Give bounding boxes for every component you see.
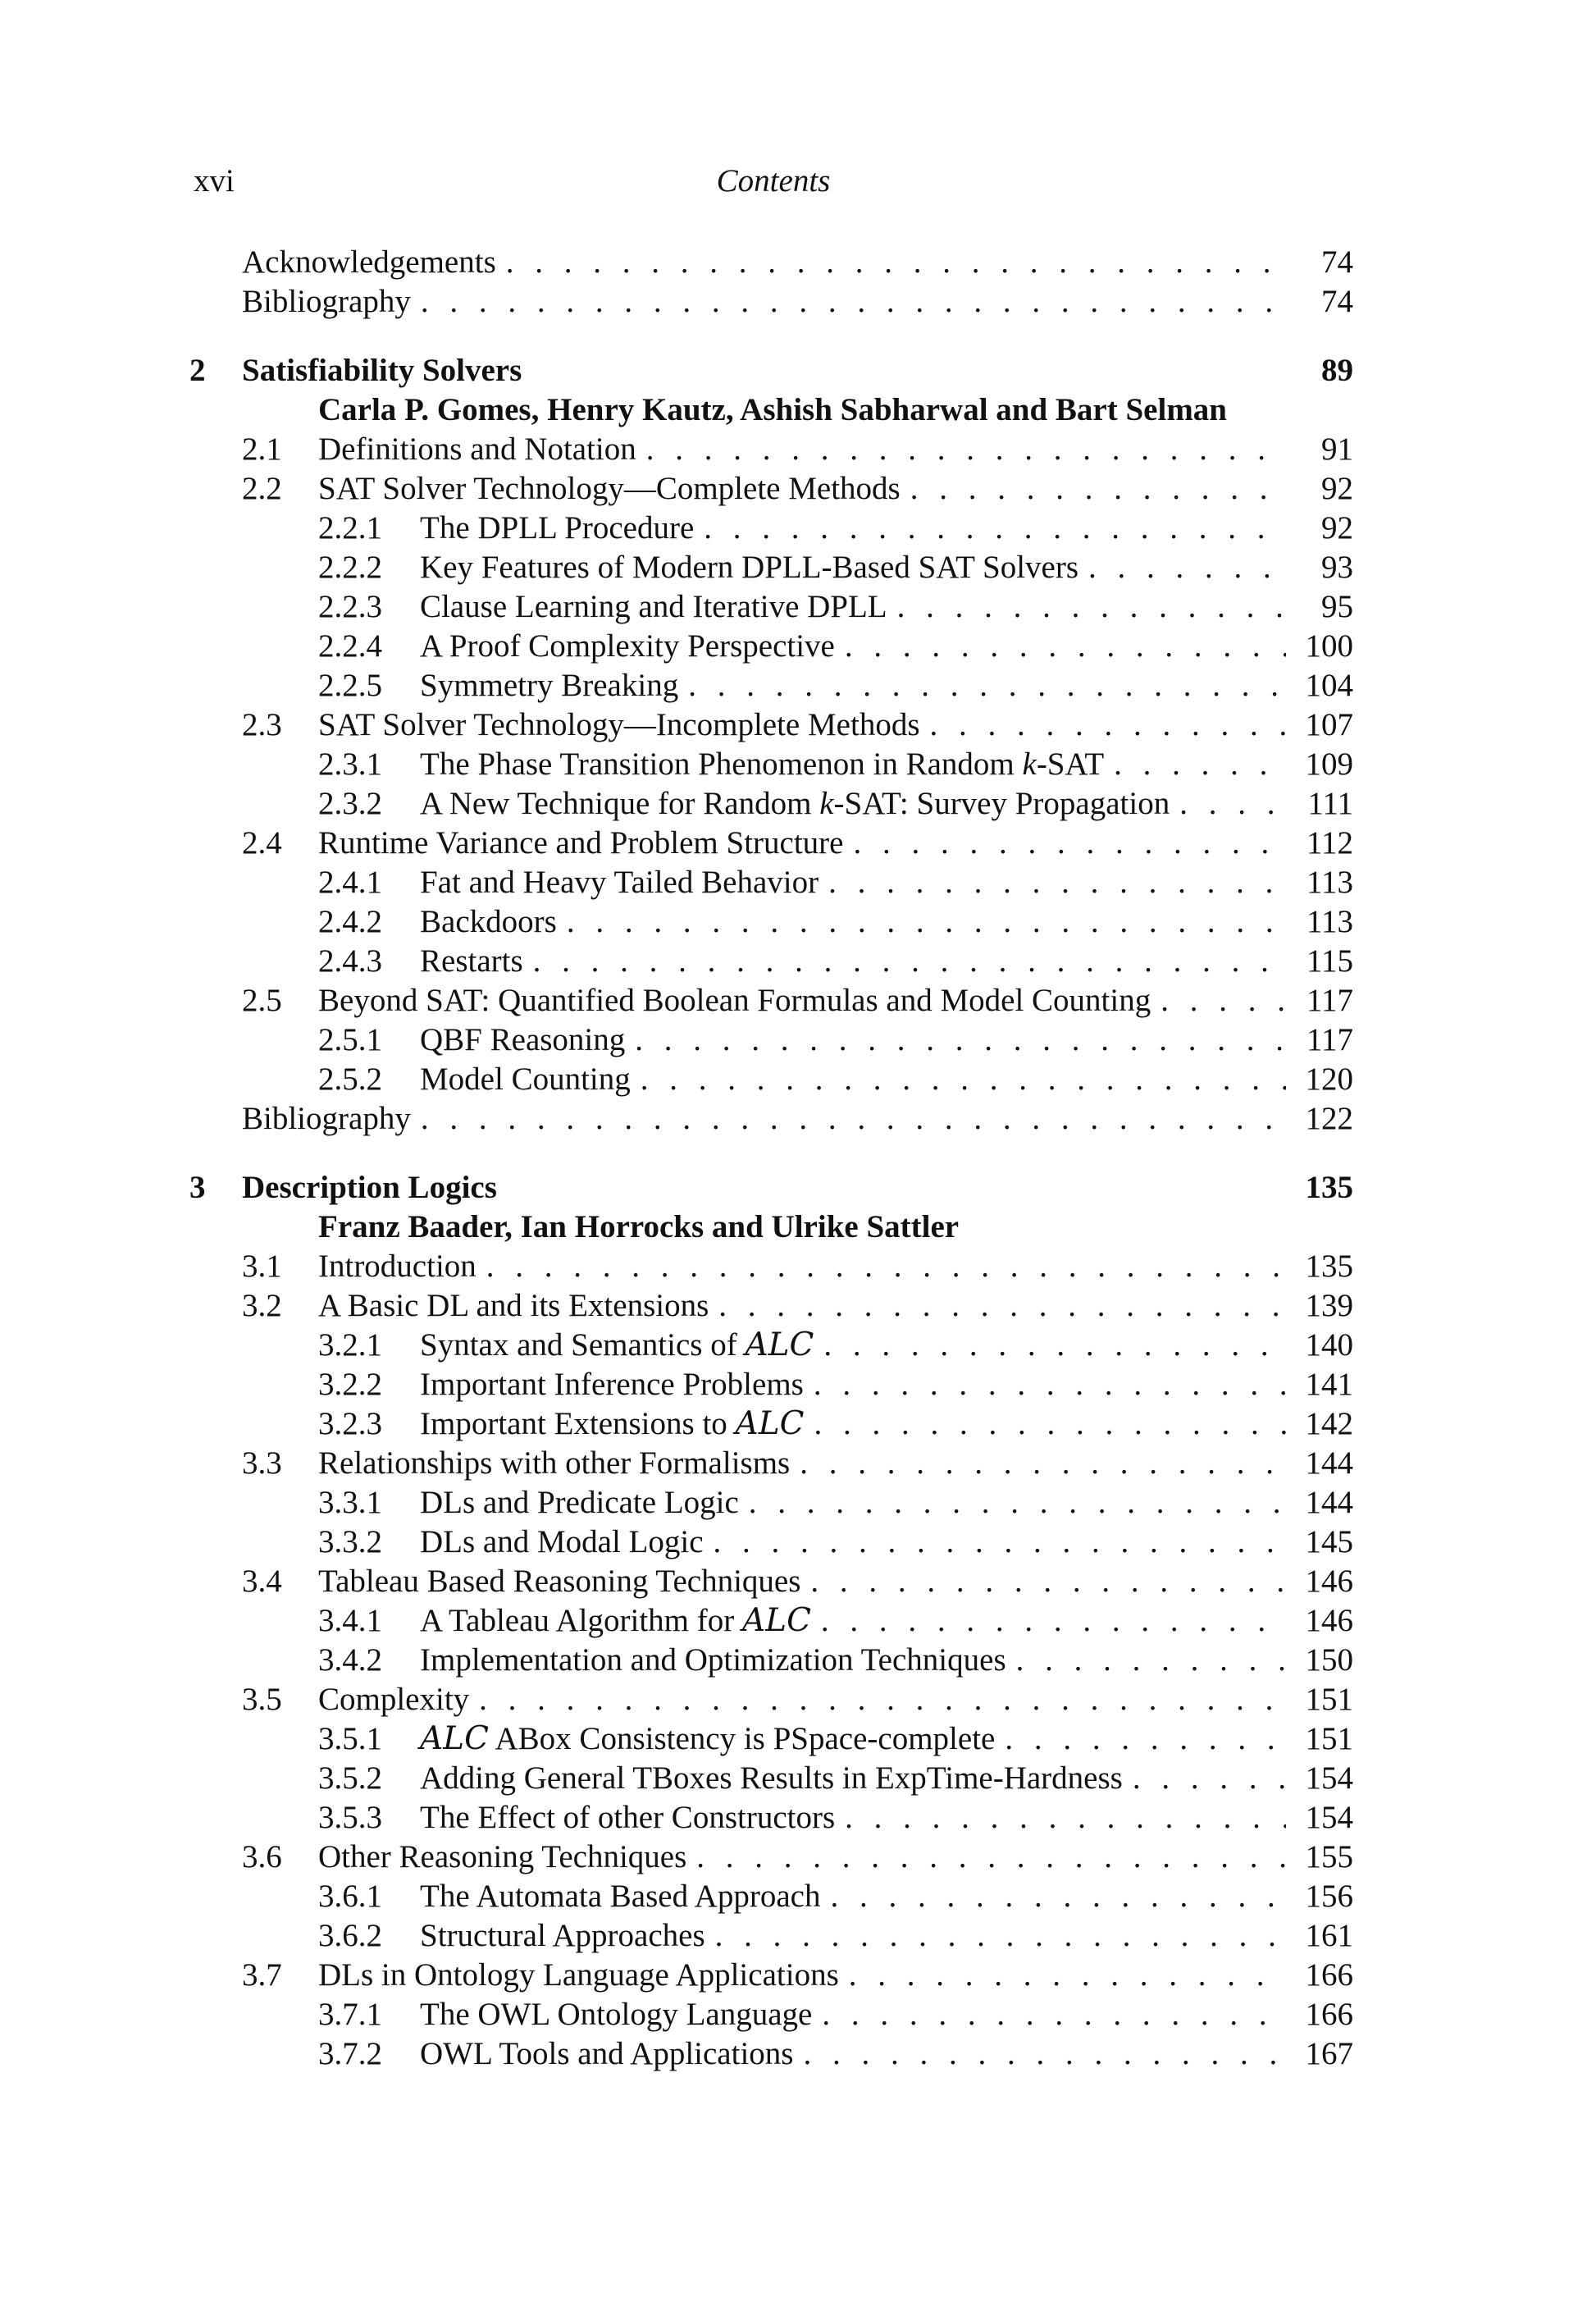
entry-title: DLs and Predicate Logic — [420, 1485, 739, 1520]
toc-entry[interactable] — [0, 1099, 1596, 1139]
entry-title: Key Features of Modern DPLL-Based SAT Solvers — [420, 550, 1079, 585]
entry-leader — [420, 863, 1286, 902]
entry-title: A Tableau Algorithm for ALC — [420, 1602, 811, 1639]
entry-title: DLs and Modal Logic — [420, 1524, 704, 1559]
toc-entry[interactable] — [0, 282, 1596, 322]
subsection-entry[interactable] — [0, 1641, 1596, 1680]
entry-number: 3.6.2 — [318, 1918, 382, 1953]
dot-leader — [557, 902, 1286, 942]
entry-number: 2.5 — [242, 983, 282, 1018]
entry-number: 2.2.3 — [318, 589, 382, 624]
page-ref: 117 — [1306, 1022, 1353, 1057]
section-entry[interactable] — [0, 469, 1596, 509]
dot-leader — [835, 1798, 1286, 1838]
subsection-entry[interactable] — [0, 1404, 1596, 1444]
entry-title: Beyond SAT: Quantified Boolean Formulas and Model Counting — [318, 983, 1151, 1018]
page-ref: 95 — [1321, 589, 1353, 624]
section-entry[interactable] — [0, 981, 1596, 1020]
page-ref: 151 — [1305, 1682, 1353, 1717]
dot-leader — [411, 282, 1286, 322]
entry-leader — [242, 1168, 1353, 1208]
entry-title: Important Inference Problems — [420, 1367, 804, 1402]
page-ref: 107 — [1305, 707, 1353, 742]
entry-leader — [420, 1641, 1286, 1680]
subsection-entry[interactable] — [0, 666, 1596, 705]
page-ref: 154 — [1305, 1760, 1353, 1796]
entry-leader — [420, 1877, 1286, 1916]
entry-title: The OWL Ontology Language — [420, 1997, 813, 2032]
page-ref: 135 — [1305, 1170, 1353, 1205]
entry-number: 2.4.1 — [318, 865, 382, 900]
section-entry[interactable] — [0, 1680, 1596, 1719]
entry-title: Tableau Based Reasoning Techniques — [318, 1564, 801, 1599]
subsection-entry[interactable] — [0, 2034, 1596, 2074]
dot-leader — [1006, 1641, 1286, 1680]
dot-leader — [995, 1719, 1286, 1759]
subsection-entry[interactable] — [0, 1523, 1596, 1562]
page-ref: 113 — [1306, 865, 1353, 900]
entry-leader — [420, 548, 1286, 587]
entry-title: Definitions and Notation — [318, 431, 636, 467]
page-ref: 144 — [1305, 1485, 1353, 1520]
chapter-number: 2 — [189, 353, 206, 388]
entry-leader — [420, 942, 1286, 981]
entry-number: 3.1 — [242, 1249, 282, 1284]
entry-title: A New Technique for Random k-SAT: Survey Propagation — [420, 786, 1170, 821]
entry-leader — [242, 351, 1353, 390]
subsection-entry[interactable] — [0, 587, 1596, 627]
entry-number: 3.2 — [242, 1288, 282, 1323]
entry-title: Symmetry Breaking — [420, 668, 679, 703]
chapter-authors — [0, 390, 1596, 430]
dot-leader — [812, 1995, 1286, 2034]
dot-leader — [819, 863, 1286, 902]
page-header — [194, 162, 1353, 203]
entry-leader — [318, 1286, 1286, 1326]
entry-title: Bibliography — [242, 1101, 411, 1136]
subsection-entry[interactable] — [0, 1365, 1596, 1404]
page-ref: 74 — [1321, 244, 1353, 280]
entry-title: The Effect of other Constructors — [420, 1800, 836, 1835]
dot-leader — [636, 430, 1286, 469]
page-ref: 117 — [1306, 983, 1353, 1018]
dot-leader — [920, 705, 1287, 745]
page-ref: 113 — [1306, 904, 1353, 939]
entry-number: 3.4.1 — [318, 1603, 382, 1638]
entry-leader — [420, 1916, 1286, 1956]
page-ref: 167 — [1305, 2036, 1353, 2071]
entry-title: Fat and Heavy Tailed Behavior — [420, 865, 819, 900]
dot-leader — [804, 1365, 1286, 1404]
chapter-authors — [0, 1208, 1596, 1247]
entry-title: Implementation and Optimization Techniques — [420, 1642, 1006, 1678]
page-ref: 154 — [1305, 1800, 1353, 1835]
entry-number: 3.7.1 — [318, 1997, 382, 2032]
entry-leader — [318, 1680, 1286, 1719]
entry-leader — [420, 1060, 1286, 1099]
entry-number: 3.5.1 — [318, 1721, 382, 1756]
dot-leader — [631, 1060, 1286, 1099]
page-ref: 156 — [1305, 1879, 1353, 1914]
entry-title: Adding General TBoxes Results in ExpTime-Hardness — [420, 1760, 1123, 1796]
section-entry[interactable] — [0, 1562, 1596, 1601]
entry-number: 3.7.2 — [318, 2036, 382, 2071]
entry-title: DLs in Ontology Language Applications — [318, 1957, 839, 1993]
dot-leader — [1123, 1759, 1286, 1798]
subsection-entry[interactable] — [0, 1060, 1596, 1099]
page-ref: 141 — [1305, 1367, 1353, 1402]
entry-number: 2.2.5 — [318, 668, 382, 703]
entry-title: Acknowledgements — [242, 244, 496, 280]
entry-title: Other Reasoning Techniques — [318, 1839, 687, 1874]
section-entry[interactable] — [0, 1247, 1596, 1286]
subsection-entry[interactable] — [0, 1719, 1596, 1759]
section-entry[interactable] — [0, 1956, 1596, 1995]
entry-number: 2.5.1 — [318, 1022, 382, 1057]
entry-title: Structural Approaches — [420, 1918, 705, 1953]
dot-leader — [843, 824, 1286, 863]
dot-leader — [835, 627, 1286, 666]
dot-leader — [1151, 981, 1286, 1020]
chapter-number: 3 — [189, 1170, 206, 1205]
entry-number: 2.3.2 — [318, 786, 382, 821]
page-ref: 145 — [1305, 1524, 1353, 1559]
dot-leader — [709, 1286, 1286, 1326]
entry-number: 2.2.2 — [318, 550, 382, 585]
subsection-entry[interactable] — [0, 1916, 1596, 1956]
running-title: Contents — [716, 163, 831, 199]
subsection-entry[interactable] — [0, 1020, 1596, 1060]
dot-leader — [678, 666, 1286, 705]
page-ref: 74 — [1321, 284, 1353, 319]
entry-leader — [420, 1365, 1286, 1404]
page-ref: 122 — [1305, 1101, 1353, 1136]
entry-leader — [318, 1562, 1286, 1601]
entry-number: 2.1 — [242, 431, 282, 467]
entry-number: 3.4.2 — [318, 1642, 382, 1678]
dot-leader — [901, 469, 1286, 509]
subsection-entry[interactable] — [0, 863, 1596, 902]
entry-title: Bibliography — [242, 284, 411, 319]
entry-number: 3.6.1 — [318, 1879, 382, 1914]
page-ref: 109 — [1305, 747, 1353, 782]
chapter-entry[interactable] — [0, 1168, 1596, 1208]
table-of-contents — [0, 243, 1596, 2074]
entry-title: The Phase Transition Phenomenon in Random k-SAT — [420, 747, 1105, 782]
page-ref: 91 — [1321, 431, 1353, 467]
entry-leader — [420, 1020, 1286, 1060]
entry-title: Important Extensions to ALC — [420, 1405, 805, 1442]
page-ref: 92 — [1321, 471, 1353, 506]
entry-leader — [420, 1798, 1286, 1838]
subsection-entry[interactable] — [0, 509, 1596, 548]
dot-leader — [793, 2034, 1286, 2074]
entry-leader — [242, 1099, 1286, 1139]
dot-leader — [1078, 548, 1286, 587]
entry-number: 3.6 — [242, 1839, 282, 1874]
page-ref: 120 — [1305, 1062, 1353, 1097]
subsection-entry[interactable] — [0, 942, 1596, 981]
entry-number: 2.2.1 — [318, 510, 382, 546]
entry-number: 3.3.1 — [318, 1485, 382, 1520]
section-entry[interactable] — [0, 430, 1596, 469]
page-ref: 135 — [1305, 1249, 1353, 1284]
subsection-entry[interactable] — [0, 745, 1596, 784]
dot-leader — [1170, 784, 1286, 824]
entry-leader — [318, 824, 1286, 863]
entry-title: Introduction — [318, 1249, 477, 1284]
dot-leader — [523, 942, 1286, 981]
entry-leader — [420, 902, 1286, 942]
entry-title: OWL Tools and Applications — [420, 2036, 794, 2071]
dot-leader — [705, 1916, 1286, 1956]
page-ref: 161 — [1305, 1918, 1353, 1953]
page-ref: 166 — [1305, 1957, 1353, 1993]
subsection-entry[interactable] — [0, 1798, 1596, 1838]
entry-title: ALC ABox Consistency is PSpace-complete — [420, 1720, 996, 1757]
entry-leader — [420, 1326, 1286, 1365]
subsection-entry[interactable] — [0, 902, 1596, 942]
entry-leader — [420, 587, 1286, 627]
dot-leader — [477, 1247, 1286, 1286]
section-entry[interactable] — [0, 705, 1596, 745]
entry-leader — [318, 1956, 1286, 1995]
entry-number: 3.4 — [242, 1564, 282, 1599]
entry-leader — [420, 745, 1286, 784]
subsection-entry[interactable] — [0, 548, 1596, 587]
entry-leader — [420, 1601, 1286, 1641]
dot-leader — [804, 1404, 1286, 1444]
page-ref: 93 — [1321, 550, 1353, 585]
entry-title: Restarts — [420, 943, 523, 979]
entry-title: QBF Reasoning — [420, 1022, 626, 1057]
entry-title: Backdoors — [420, 904, 557, 939]
entry-leader — [318, 705, 1286, 745]
dot-leader — [811, 1601, 1286, 1641]
dot-leader — [820, 1877, 1286, 1916]
author-names: Carla P. Gomes, Henry Kautz, Ashish Sabharwal and Bart Selman — [318, 392, 1227, 427]
entry-title: Runtime Variance and Problem Structure — [318, 825, 844, 861]
entry-number: 2.5.2 — [318, 1062, 382, 1097]
section-entry[interactable] — [0, 1444, 1596, 1483]
dot-leader — [814, 1326, 1286, 1365]
entry-number: 2.4.2 — [318, 904, 382, 939]
page-ref: 142 — [1305, 1406, 1353, 1441]
entry-leader — [420, 1995, 1286, 2034]
dot-leader — [411, 1099, 1286, 1139]
dot-leader — [800, 1562, 1286, 1601]
chapter-title: Description Logics — [242, 1170, 497, 1205]
section-entry[interactable] — [0, 1838, 1596, 1877]
entry-title: The Automata Based Approach — [420, 1879, 821, 1914]
page-ref: 139 — [1305, 1288, 1353, 1323]
section-entry[interactable] — [0, 1286, 1596, 1326]
entry-leader — [420, 1523, 1286, 1562]
subsection-entry[interactable] — [0, 1326, 1596, 1365]
dot-leader — [686, 1838, 1286, 1877]
page-ref: 146 — [1305, 1564, 1353, 1599]
entry-number: 3.2.2 — [318, 1367, 382, 1402]
page-ref: 150 — [1305, 1642, 1353, 1678]
page-ref: 104 — [1305, 668, 1353, 703]
entry-number: 3.3.2 — [318, 1524, 382, 1559]
page-ref: 166 — [1305, 1997, 1353, 2032]
entry-leader — [420, 509, 1286, 548]
entry-number: 2.4 — [242, 825, 282, 861]
page-ref: 111 — [1307, 786, 1353, 821]
entry-number: 2.3.1 — [318, 747, 382, 782]
entry-leader — [420, 2034, 1286, 2074]
entry-title: SAT Solver Technology—Incomplete Methods — [318, 707, 920, 742]
page-ref: 146 — [1305, 1603, 1353, 1638]
entry-number: 2.2.4 — [318, 628, 382, 664]
dot-leader — [694, 509, 1286, 548]
dot-leader — [739, 1483, 1286, 1523]
subsection-entry[interactable] — [0, 1877, 1596, 1916]
entry-leader — [420, 1719, 1286, 1759]
page-ref: 144 — [1305, 1445, 1353, 1481]
page-ref: 112 — [1306, 825, 1353, 861]
chapter-entry[interactable] — [0, 351, 1596, 390]
entry-title: Syntax and Semantics of ALC — [420, 1326, 814, 1363]
subsection-entry[interactable] — [0, 1995, 1596, 2034]
entry-number: 3.2.1 — [318, 1327, 382, 1363]
entry-title: Relationships with other Formalisms — [318, 1445, 791, 1481]
entry-leader — [318, 1247, 1286, 1286]
dot-leader — [839, 1956, 1286, 1995]
entry-leader — [420, 627, 1286, 666]
entry-title: A Proof Complexity Perspective — [420, 628, 835, 664]
author-names: Franz Baader, Ian Horrocks and Ulrike Sattler — [318, 1209, 960, 1244]
entry-title: A Basic DL and its Extensions — [318, 1288, 709, 1323]
entry-leader — [318, 430, 1286, 469]
page-number: xvi — [194, 163, 235, 199]
subsection-entry[interactable] — [0, 1483, 1596, 1523]
toc-entry[interactable] — [0, 243, 1596, 282]
entry-number: 3.2.3 — [318, 1406, 382, 1441]
subsection-entry[interactable] — [0, 784, 1596, 824]
entry-title: Model Counting — [420, 1062, 631, 1097]
subsection-entry[interactable] — [0, 1759, 1596, 1798]
entry-leader — [318, 1444, 1286, 1483]
entry-number: 3.5 — [242, 1682, 282, 1717]
dot-leader — [1104, 745, 1286, 784]
dot-leader — [704, 1523, 1286, 1562]
page-ref: 100 — [1305, 628, 1353, 664]
dot-leader — [469, 1680, 1286, 1719]
entry-title: SAT Solver Technology—Complete Methods — [318, 471, 901, 506]
page-ref: 115 — [1306, 943, 1353, 979]
entry-number: 2.2 — [242, 471, 282, 506]
subsection-entry[interactable] — [0, 1601, 1596, 1641]
entry-leader — [318, 469, 1286, 509]
entry-number: 3.3 — [242, 1445, 282, 1481]
entry-title: Clause Learning and Iterative DPLL — [420, 589, 887, 624]
page-ref: 155 — [1305, 1839, 1353, 1874]
entry-leader — [242, 282, 1286, 322]
entry-number: 3.5.3 — [318, 1800, 382, 1835]
entry-title: Complexity — [318, 1682, 470, 1717]
entry-leader — [420, 1759, 1286, 1798]
dot-leader — [790, 1444, 1286, 1483]
dot-leader — [496, 243, 1286, 282]
entry-leader — [242, 243, 1286, 282]
section-entry[interactable] — [0, 824, 1596, 863]
entry-title: The DPLL Procedure — [420, 510, 695, 546]
entry-number: 3.7 — [242, 1957, 282, 1993]
entry-leader — [420, 1404, 1286, 1444]
page-ref: 92 — [1321, 510, 1353, 546]
entry-leader — [318, 981, 1286, 1020]
dot-leader — [625, 1020, 1286, 1060]
entry-leader — [318, 1838, 1286, 1877]
page-ref: 89 — [1321, 353, 1353, 388]
page-ref: 140 — [1305, 1327, 1353, 1363]
entry-leader — [420, 666, 1286, 705]
dot-leader — [887, 587, 1286, 627]
entry-leader — [420, 1483, 1286, 1523]
entry-number: 3.5.2 — [318, 1760, 382, 1796]
page-ref: 151 — [1305, 1721, 1353, 1756]
entry-number: 2.4.3 — [318, 943, 382, 979]
entry-leader — [420, 784, 1286, 824]
subsection-entry[interactable] — [0, 627, 1596, 666]
chapter-title: Satisfiability Solvers — [242, 353, 522, 388]
entry-number: 2.3 — [242, 707, 282, 742]
